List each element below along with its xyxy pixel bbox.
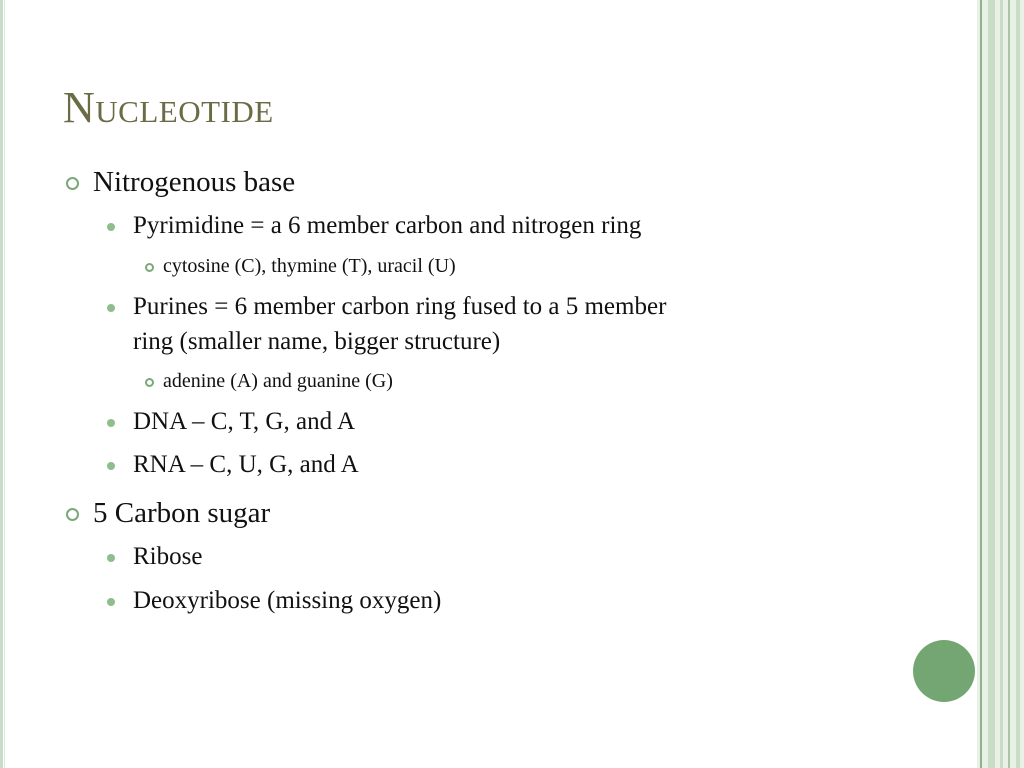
- right-border-line: [1016, 0, 1020, 768]
- bullet-item-level3: cytosine (C), thymine (T), uracil (U): [163, 255, 456, 277]
- right-border-line: [988, 0, 995, 768]
- dot-bullet-icon: [107, 462, 115, 470]
- bullet-item-level1: 5 Carbon sugar: [93, 497, 271, 529]
- ring-bullet-icon: [66, 177, 79, 190]
- bullet-item-level2: DNA – C, T, G, and A: [133, 408, 355, 435]
- bullet-item-level1: Nitrogenous base: [93, 166, 296, 198]
- bullet-item-level2: Ribose: [133, 543, 203, 570]
- right-border-line: [1008, 0, 1010, 768]
- dot-bullet-icon: [107, 223, 115, 231]
- bullet-item-level3: adenine (A) and guanine (G): [163, 370, 393, 392]
- bullet-item-level2: Deoxyribose (missing oxygen): [133, 587, 442, 614]
- dot-bullet-icon: [107, 554, 115, 562]
- ring-bullet-icon: [66, 508, 79, 521]
- slide-title: Nucleotide: [63, 83, 274, 132]
- dot-bullet-icon: [107, 304, 115, 312]
- right-border-line: [1000, 0, 1003, 768]
- bullet-item-level2-continuation: ring (smaller name, bigger structure): [133, 328, 501, 355]
- bullet-item-level2: RNA – C, U, G, and A: [133, 451, 359, 478]
- ring-bullet-icon: [145, 378, 154, 387]
- dot-bullet-icon: [107, 598, 115, 606]
- ring-bullet-icon: [145, 263, 154, 272]
- right-border-line: [980, 0, 982, 768]
- bullet-item-level2: Pyrimidine = a 6 member carbon and nitrogen ring: [133, 212, 642, 239]
- dot-bullet-icon: [107, 419, 115, 427]
- bullet-item-level2: Purines = 6 member carbon ring fused to a 5 member: [133, 293, 667, 320]
